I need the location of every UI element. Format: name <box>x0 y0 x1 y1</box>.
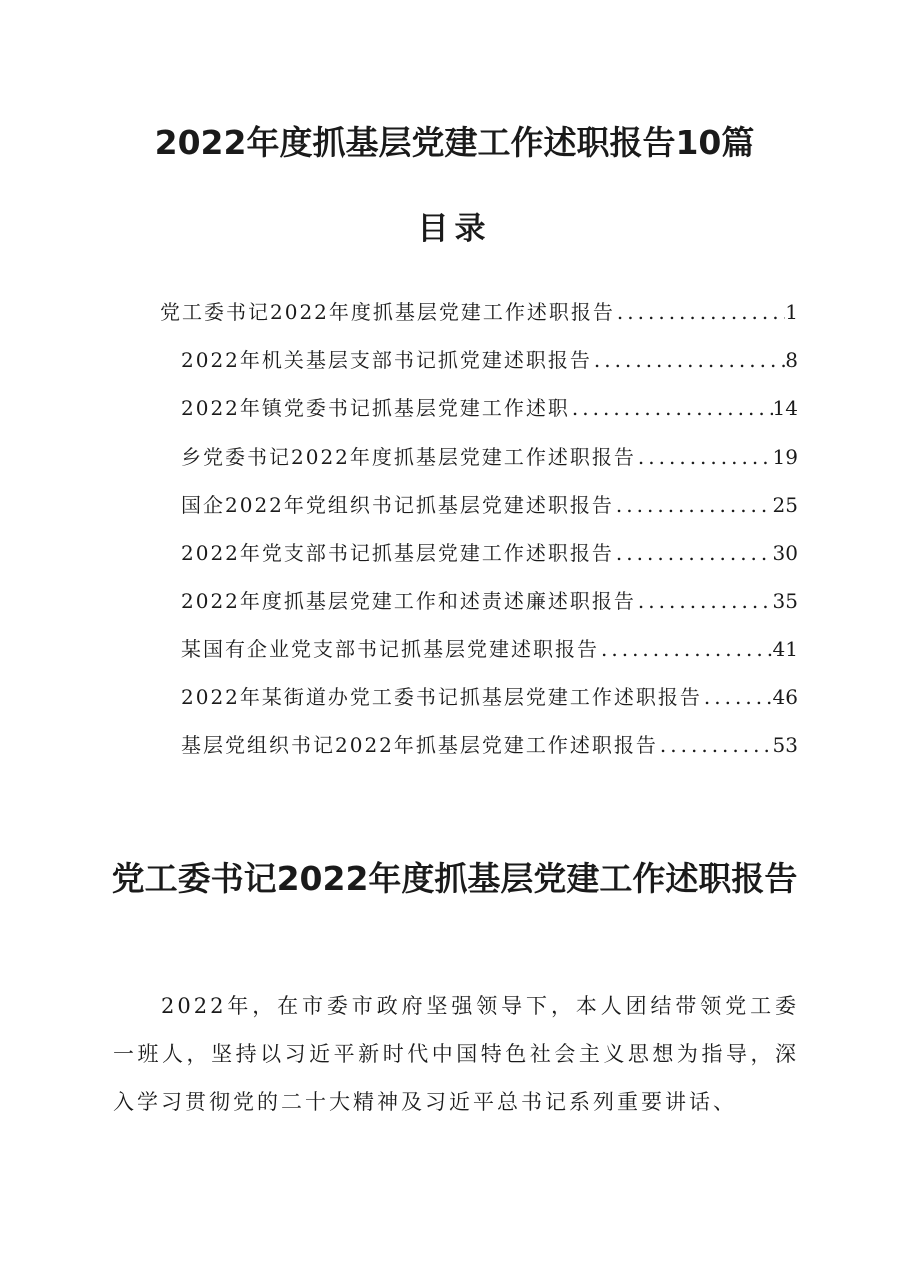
toc-leader-dots <box>636 581 773 621</box>
toc-entry[interactable] <box>181 485 798 525</box>
toc-entry-page: 35 <box>772 589 798 613</box>
toc-entry[interactable] <box>181 340 798 380</box>
toc-entry[interactable] <box>181 388 798 428</box>
toc-entry-title: 党工委书记2022年度抓基层党建工作述职报告 <box>160 300 615 324</box>
toc-leader-dots <box>702 677 773 717</box>
document-title: 2022年度抓基层党建工作述职报告10篇 <box>154 123 755 162</box>
toc-entry[interactable] <box>181 581 798 621</box>
toc-heading: 目录 <box>417 211 492 247</box>
toc-entry-title: 2022年机关基层支部书记抓党建述职报告 <box>181 348 592 372</box>
toc-entry[interactable] <box>181 629 798 669</box>
toc-entry-title: 国企2022年党组织书记抓基层党建述职报告 <box>181 493 614 517</box>
toc-entry-page: 41 <box>772 637 798 661</box>
toc-entry-page: 8 <box>785 348 798 372</box>
toc-entry-page: 30 <box>772 541 798 565</box>
toc-entry-title: 2022年镇党委书记抓基层党建工作述职 <box>181 396 570 420</box>
toc-entry-title: 2022年度抓基层党建工作和述责述廉述职报告 <box>181 589 636 613</box>
toc-entry[interactable] <box>181 725 798 765</box>
toc-leader-dots <box>614 485 773 525</box>
toc-entry-title: 乡党委书记2022年度抓基层党建工作述职报告 <box>181 445 636 469</box>
toc-entry[interactable] <box>181 533 798 573</box>
toc-leader-dots <box>599 629 773 669</box>
toc-entry[interactable] <box>160 292 798 332</box>
section-title: 党工委书记2022年度抓基层党建工作述职报告 <box>111 859 798 898</box>
toc-entry-page: 53 <box>772 733 798 757</box>
toc-entry-title: 基层党组织书记2022年抓基层党建工作述职报告 <box>181 733 658 757</box>
toc-leader-dots <box>636 437 773 477</box>
toc-entry[interactable] <box>181 437 798 477</box>
toc-entry-page: 46 <box>772 685 798 709</box>
toc-entry-title: 某国有企业党支部书记抓基层党建述职报告 <box>181 637 599 661</box>
toc-entry-page: 19 <box>772 445 798 469</box>
toc-entry-page: 1 <box>785 300 798 324</box>
toc-entry-title: 2022年党支部书记抓基层党建工作述职报告 <box>181 541 614 565</box>
toc-leader-dots <box>614 533 773 573</box>
toc-entry-page: 14 <box>772 396 798 420</box>
toc-leader-dots <box>658 725 773 765</box>
toc-entry-page: 25 <box>772 493 798 517</box>
toc-entry[interactable] <box>181 677 798 717</box>
toc-leader-dots <box>570 388 773 428</box>
body-paragraph: 2022年，在市委市政府坚强领导下，本人团结带领党工委一班人，坚持以习近平新时代中国特色社会主义思想为指导，深入学习贯彻党的二十大精神及习近平总书记系列重要讲话、 <box>113 994 799 1114</box>
toc-leader-dots <box>615 292 785 332</box>
toc-entry-title: 2022年某街道办党工委书记抓基层党建工作述职报告 <box>181 685 702 709</box>
toc-leader-dots <box>592 340 785 380</box>
